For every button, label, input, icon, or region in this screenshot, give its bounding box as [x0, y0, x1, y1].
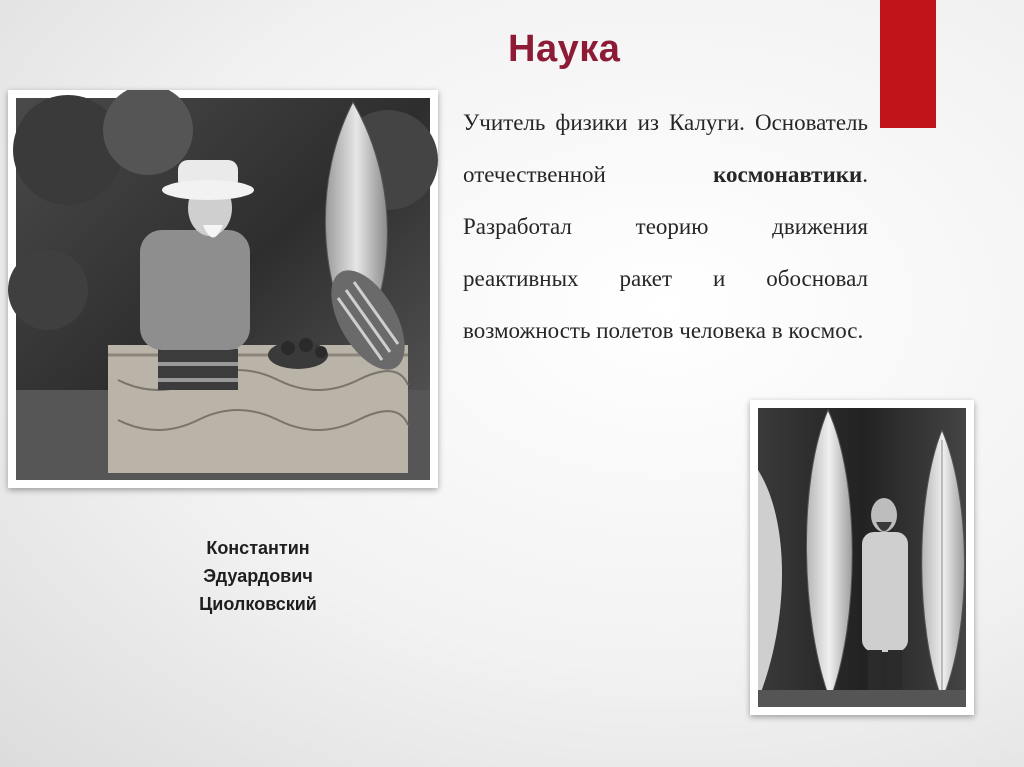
- description-text: [463, 97, 868, 357]
- photo-man-with-rockets: [750, 400, 974, 715]
- caption-first-name: Константин: [206, 538, 310, 558]
- accent-bar: [880, 0, 936, 128]
- tsiolkovsky-at-desk-photo: [8, 90, 438, 488]
- slide-title: Наука: [508, 28, 621, 70]
- person-caption: [170, 534, 346, 618]
- caption-surname: Циолковский: [199, 594, 317, 614]
- description-part-2: . Разработал теорию движения реактивных ракет и обосновал возможность полетов человека в космос.: [463, 162, 868, 343]
- man-with-rocket-models-photo: [750, 400, 974, 715]
- description-bold: космонавтики: [713, 162, 863, 187]
- caption-patronymic: Эдуардович: [203, 566, 313, 586]
- photo-tsiolkovsky-at-desk: [8, 90, 438, 488]
- description-part-1: Учитель физики из Калуги. Основатель отечественной: [463, 110, 868, 187]
